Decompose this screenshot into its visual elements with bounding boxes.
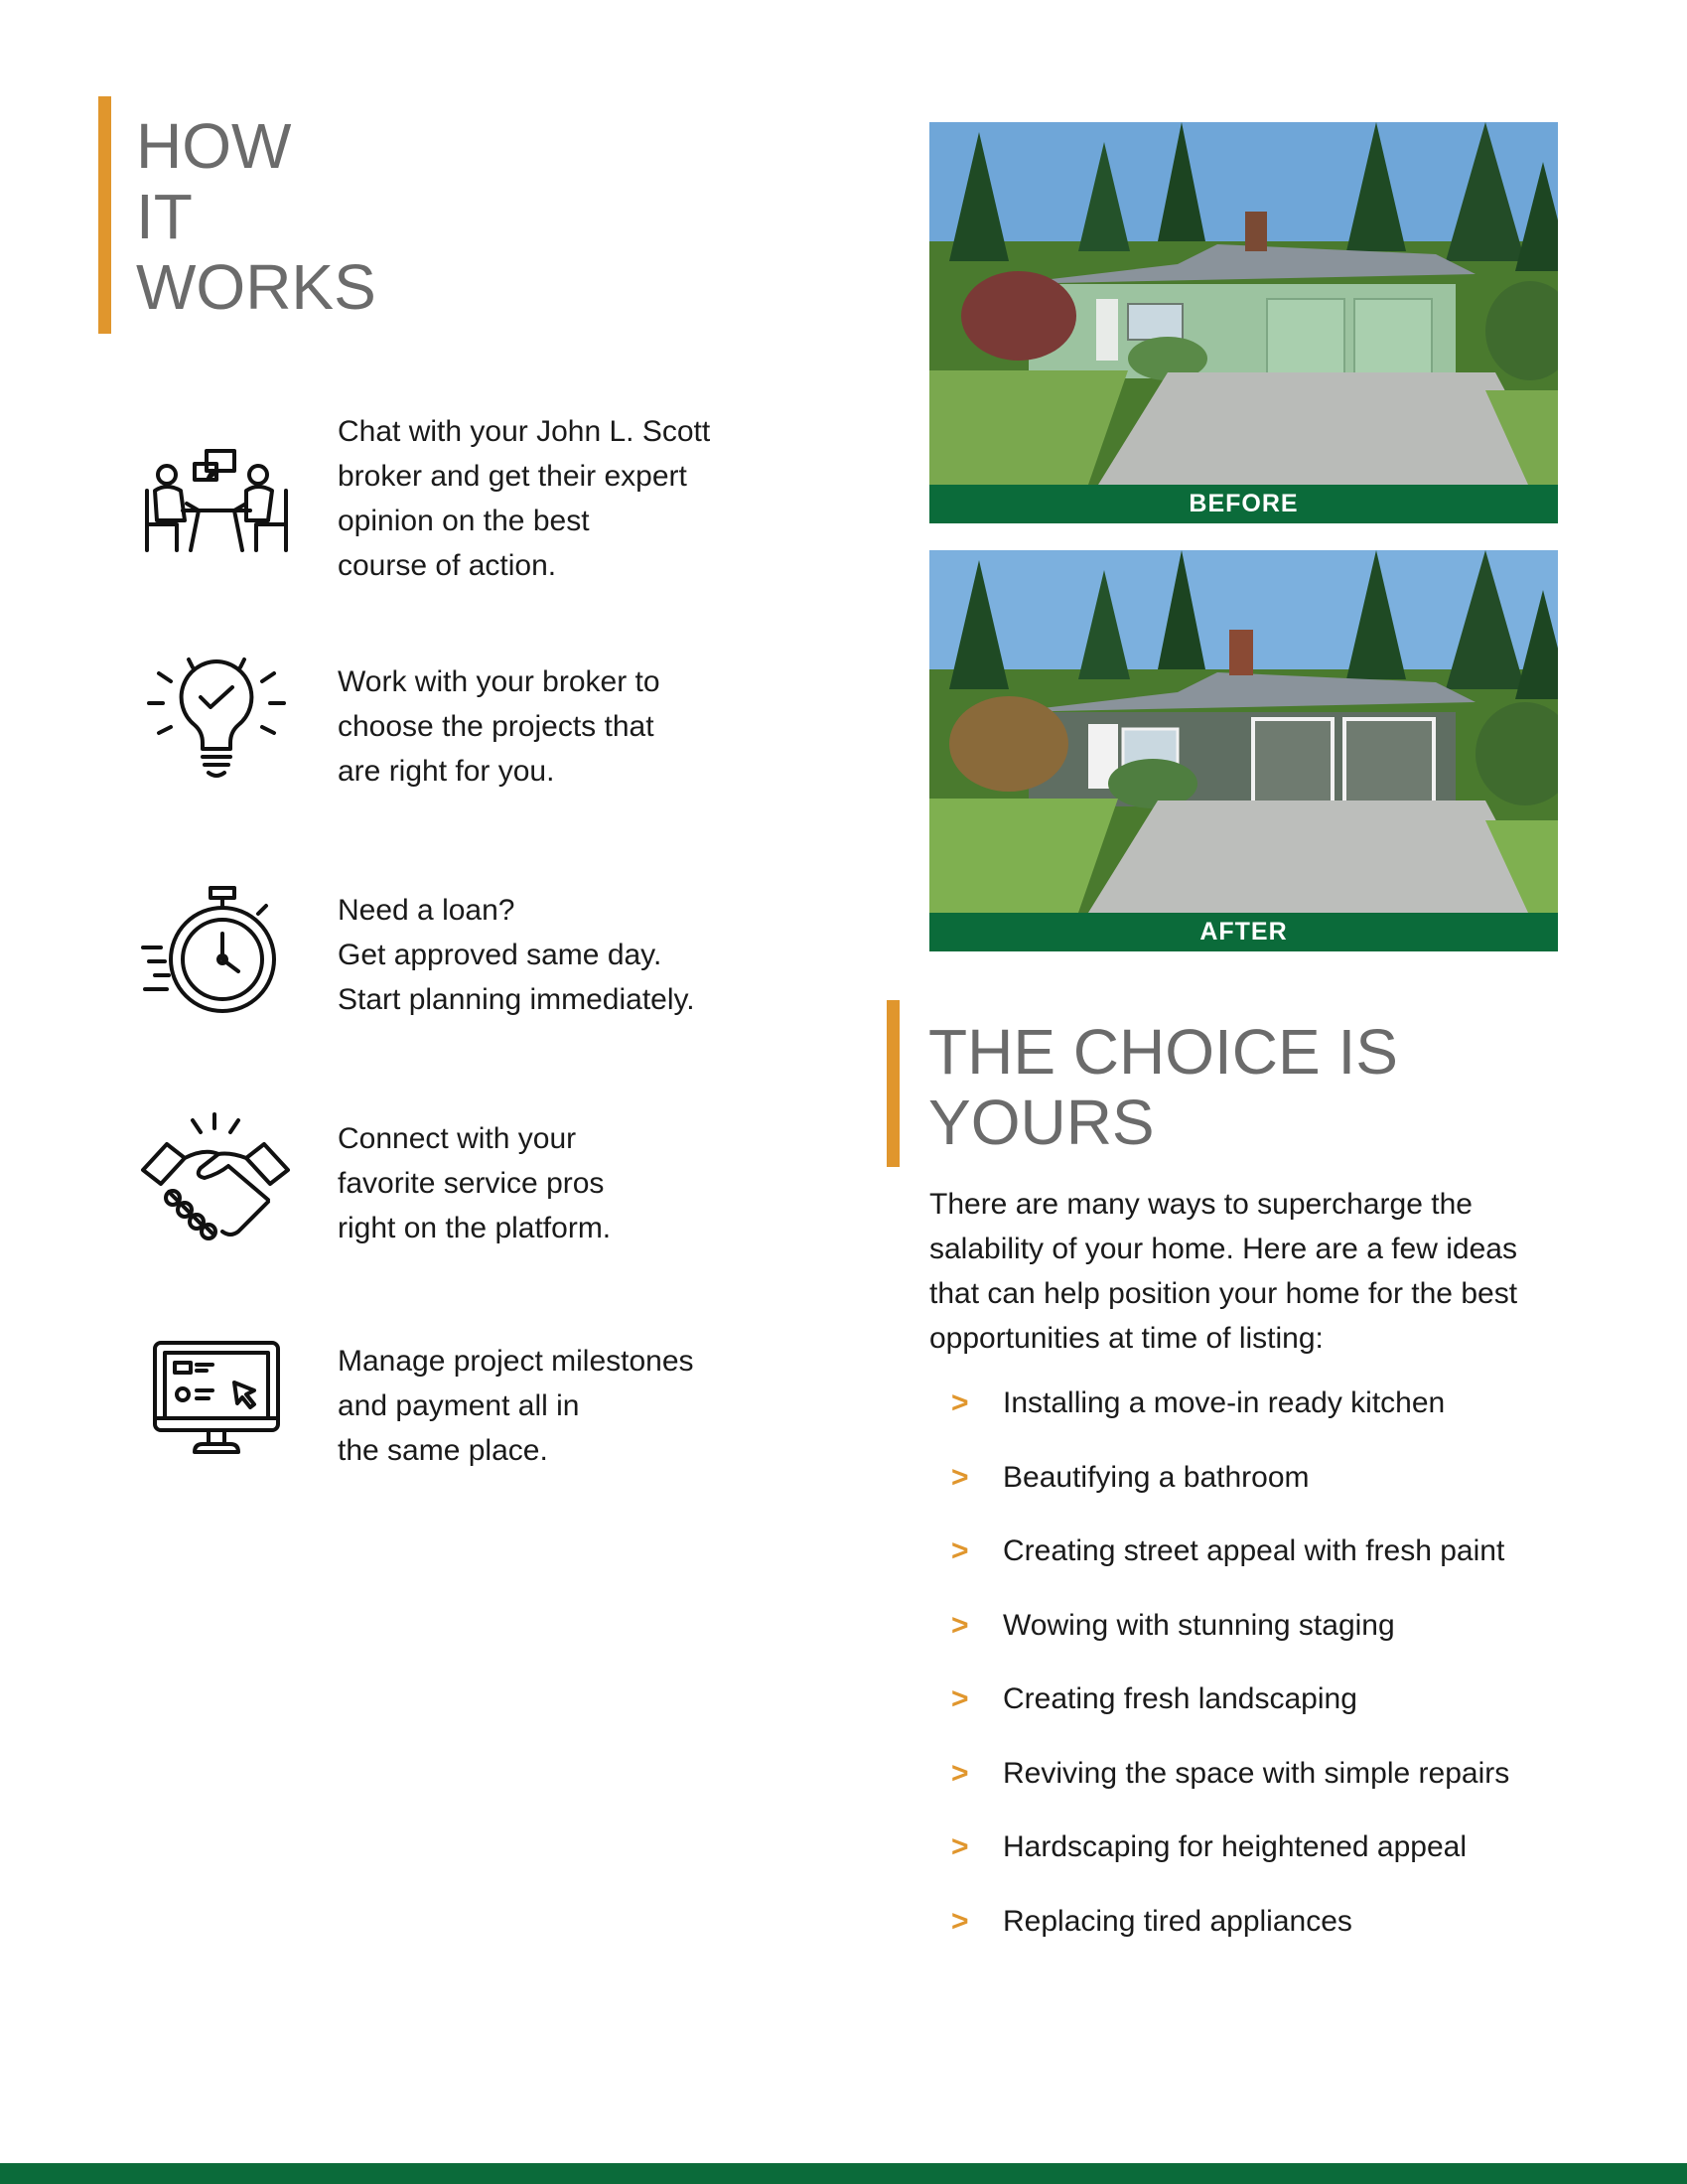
list-item bbox=[951, 1676, 1567, 1751]
step-choose-projects bbox=[139, 659, 774, 838]
intro-line: There are many ways to supercharge the bbox=[929, 1188, 1473, 1221]
step-loan-approval bbox=[139, 888, 774, 1067]
step-text bbox=[338, 1339, 774, 1473]
monitor-dashboard-icon bbox=[139, 1333, 294, 1472]
intro-line: salability of your home. Here are a few ideas bbox=[929, 1233, 1517, 1265]
step-text bbox=[338, 888, 774, 1022]
intro-line: opportunities at time of listing: bbox=[929, 1322, 1324, 1355]
list-item bbox=[951, 1455, 1567, 1529]
step-chat-broker bbox=[139, 409, 774, 588]
list-item bbox=[951, 1603, 1567, 1677]
chevron-right-icon: > bbox=[951, 1460, 969, 1494]
choice-intro bbox=[929, 1182, 1565, 1361]
list-item bbox=[951, 1751, 1567, 1825]
heading-line: YOURS bbox=[928, 1087, 1155, 1158]
chevron-right-icon: > bbox=[951, 1534, 969, 1567]
before-house-image bbox=[929, 122, 1558, 485]
idea-text: Creating street appeal with fresh paint bbox=[1003, 1534, 1505, 1567]
step-line: Work with your broker to bbox=[338, 665, 660, 698]
ideas-list bbox=[951, 1381, 1567, 1972]
step-text bbox=[338, 409, 774, 588]
handshake-icon bbox=[139, 1110, 294, 1249]
step-line: Get approved same day. bbox=[338, 939, 662, 971]
step-line: favorite service pros bbox=[338, 1167, 605, 1200]
chat-meeting-icon bbox=[139, 429, 294, 568]
step-line: Chat with your John L. Scott bbox=[338, 415, 711, 448]
heading-line: IT bbox=[136, 181, 193, 252]
idea-text: Hardscaping for heightened appeal bbox=[1003, 1830, 1468, 1863]
list-item bbox=[951, 1899, 1567, 1973]
step-line: broker and get their expert bbox=[338, 460, 687, 493]
stopwatch-icon bbox=[139, 884, 294, 1023]
step-line: Manage project milestones bbox=[338, 1345, 694, 1378]
step-line: opinion on the best bbox=[338, 505, 590, 537]
step-line: right on the platform. bbox=[338, 1212, 612, 1244]
step-line: and payment all in bbox=[338, 1389, 580, 1422]
idea-text: Wowing with stunning staging bbox=[1003, 1608, 1395, 1642]
step-line: choose the projects that bbox=[338, 710, 654, 743]
before-photo bbox=[929, 122, 1558, 523]
how-it-works-heading bbox=[136, 111, 376, 323]
step-line: Need a loan? bbox=[338, 894, 515, 927]
chevron-right-icon: > bbox=[951, 1904, 969, 1938]
idea-text: Beautifying a bathroom bbox=[1003, 1460, 1310, 1494]
heading-line: THE CHOICE IS bbox=[928, 1016, 1398, 1088]
chevron-right-icon: > bbox=[951, 1386, 969, 1419]
step-line: are right for you. bbox=[338, 755, 555, 788]
after-caption: AFTER bbox=[929, 913, 1558, 951]
before-caption: BEFORE bbox=[929, 485, 1558, 523]
idea-text: Installing a move-in ready kitchen bbox=[1003, 1386, 1446, 1419]
heading-line: HOW bbox=[136, 110, 292, 182]
choice-accent-bar bbox=[887, 1000, 900, 1167]
chevron-right-icon: > bbox=[951, 1756, 969, 1790]
step-line: course of action. bbox=[338, 549, 557, 582]
idea-text: Replacing tired appliances bbox=[1003, 1904, 1352, 1938]
chevron-right-icon: > bbox=[951, 1830, 969, 1863]
step-line: the same place. bbox=[338, 1434, 548, 1467]
choice-heading bbox=[928, 1017, 1398, 1158]
idea-text: Reviving the space with simple repairs bbox=[1003, 1756, 1510, 1790]
step-text bbox=[338, 659, 774, 794]
step-line: Connect with your bbox=[338, 1122, 577, 1155]
idea-text: Creating fresh landscaping bbox=[1003, 1682, 1357, 1715]
chevron-right-icon: > bbox=[951, 1608, 969, 1642]
chevron-right-icon: > bbox=[951, 1682, 969, 1715]
heading-line: WORKS bbox=[136, 251, 376, 323]
how-it-works-accent-bar bbox=[98, 96, 111, 334]
step-manage-milestones bbox=[139, 1339, 774, 1518]
step-line: Start planning immediately. bbox=[338, 983, 695, 1016]
list-item bbox=[951, 1824, 1567, 1899]
step-text bbox=[338, 1116, 774, 1250]
after-house-image bbox=[929, 550, 1558, 913]
list-item bbox=[951, 1529, 1567, 1603]
step-service-pros bbox=[139, 1116, 774, 1295]
intro-line: that can help position your home for the best bbox=[929, 1277, 1518, 1310]
after-photo bbox=[929, 550, 1558, 951]
list-item bbox=[951, 1381, 1567, 1455]
lightbulb-check-icon bbox=[139, 654, 294, 793]
footer-bar bbox=[0, 2163, 1687, 2184]
